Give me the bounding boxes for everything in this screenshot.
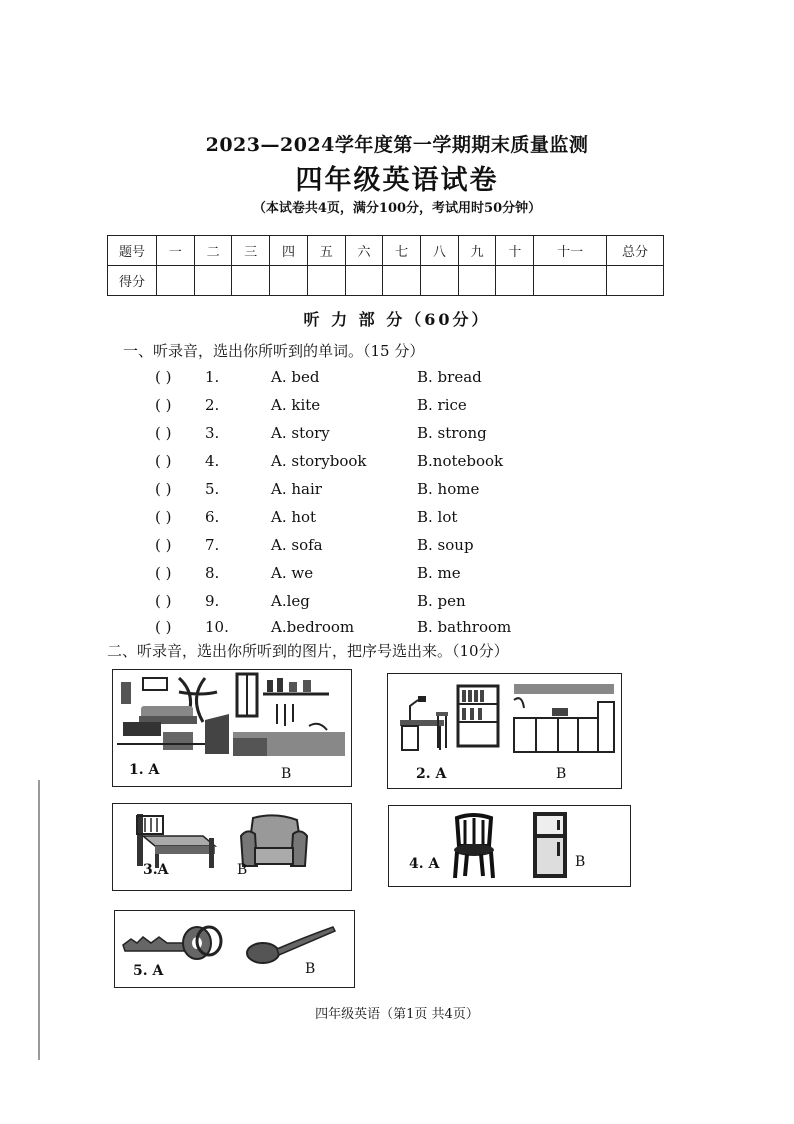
answer-blank[interactable]: ( ) xyxy=(155,480,172,498)
picture-label-b: B xyxy=(575,854,586,870)
item-number: 5. xyxy=(205,480,220,498)
option-a: A. we xyxy=(271,564,314,582)
list-item xyxy=(155,564,555,584)
item-number: 4. xyxy=(205,452,220,470)
option-b: B. rice xyxy=(417,396,467,414)
score-input-cell[interactable] xyxy=(607,266,664,296)
item-number: 3. xyxy=(205,424,220,442)
list-item xyxy=(155,424,555,444)
score-cell: 得分 xyxy=(108,266,157,296)
list-item xyxy=(155,480,555,500)
option-a: A. hair xyxy=(271,480,322,498)
item-number: 2. xyxy=(205,396,220,414)
chair-picture[interactable] xyxy=(451,814,497,880)
score-cell: 总分 xyxy=(607,236,664,266)
kitchen-counter-picture[interactable] xyxy=(512,682,616,758)
exam-instructions: （本试卷共4页，满分100分，考试用时50分钟） xyxy=(252,201,542,216)
score-input-cell[interactable] xyxy=(421,266,459,296)
picture-label-a: 3.A xyxy=(143,862,169,878)
option-b: B. lot xyxy=(417,508,458,526)
option-a: A. storybook xyxy=(271,452,367,470)
exam-title: 四年级英语试卷 xyxy=(295,165,499,196)
score-cell: 六 xyxy=(345,236,383,266)
spoon-picture[interactable] xyxy=(245,923,337,967)
picture-label-a: 2. A xyxy=(416,766,447,782)
score-input-cell[interactable] xyxy=(496,266,534,296)
score-table-header-row xyxy=(108,236,664,266)
picture-box-5 xyxy=(114,910,355,988)
item-number: 6. xyxy=(205,508,220,526)
picture-label-b: B xyxy=(281,766,292,782)
picture-box-3 xyxy=(112,803,352,891)
picture-box-1 xyxy=(112,669,352,787)
option-b: B. home xyxy=(417,480,480,498)
answer-blank[interactable]: ( ) xyxy=(155,424,172,442)
answer-blank[interactable]: ( ) xyxy=(155,508,172,526)
score-cell: 一 xyxy=(157,236,195,266)
score-input-cell[interactable] xyxy=(307,266,345,296)
score-input-cell[interactable] xyxy=(383,266,421,296)
score-input-cell[interactable] xyxy=(232,266,270,296)
option-b: B. me xyxy=(417,564,461,582)
list-item xyxy=(155,508,555,528)
picture-label-b: B xyxy=(305,961,316,977)
option-a: A. sofa xyxy=(271,536,323,554)
answer-blank[interactable]: ( ) xyxy=(155,564,172,582)
score-cell: 五 xyxy=(307,236,345,266)
item-number: 8. xyxy=(205,564,220,582)
answer-blank[interactable]: ( ) xyxy=(155,368,172,386)
option-b: B. bathroom xyxy=(417,618,512,636)
picture-label-a: 5. A xyxy=(133,963,164,979)
picture-box-4 xyxy=(388,805,631,887)
key-picture[interactable] xyxy=(121,919,225,969)
option-b: B. pen xyxy=(417,592,466,610)
score-input-cell[interactable] xyxy=(194,266,232,296)
page-footer: 四年级英语（第1页 共4页） xyxy=(315,1007,479,1022)
list-item xyxy=(155,618,555,638)
option-b: B. bread xyxy=(417,368,482,386)
score-cell: 三 xyxy=(232,236,270,266)
picture-label-a: 1. A xyxy=(129,762,160,778)
score-input-cell[interactable] xyxy=(157,266,195,296)
option-a: A. kite xyxy=(271,396,321,414)
listening-section-title: 听 力 部 分（60分） xyxy=(303,310,491,329)
option-a: A.bedroom xyxy=(271,618,355,636)
score-cell: 二 xyxy=(194,236,232,266)
answer-blank[interactable]: ( ) xyxy=(155,396,172,414)
score-cell: 七 xyxy=(383,236,421,266)
answer-blank[interactable]: ( ) xyxy=(155,618,172,636)
score-table-score-row xyxy=(108,266,664,296)
score-cell: 八 xyxy=(421,236,459,266)
score-table xyxy=(107,235,664,296)
picture-label-a: 4. A xyxy=(409,856,440,872)
score-cell: 四 xyxy=(270,236,308,266)
score-input-cell[interactable] xyxy=(270,266,308,296)
option-a: A. hot xyxy=(271,508,317,526)
list-item xyxy=(155,536,555,556)
option-b: B. strong xyxy=(417,424,487,442)
fridge-picture[interactable] xyxy=(531,810,569,880)
option-a: A. story xyxy=(271,424,330,442)
score-cell: 十 xyxy=(496,236,534,266)
option-a: A.leg xyxy=(271,592,310,610)
list-item xyxy=(155,368,555,388)
answer-blank[interactable]: ( ) xyxy=(155,592,172,610)
item-number: 1. xyxy=(205,368,220,386)
item-number: 10. xyxy=(205,618,229,636)
picture-label-b: B xyxy=(556,766,567,782)
score-cell: 题号 xyxy=(108,236,157,266)
answer-blank[interactable]: ( ) xyxy=(155,452,172,470)
armchair-picture[interactable] xyxy=(239,814,309,870)
kitchen-picture[interactable] xyxy=(233,674,345,756)
item-number: 9. xyxy=(205,592,220,610)
score-cell: 九 xyxy=(458,236,496,266)
option-b: B. soup xyxy=(417,536,474,554)
score-input-cell[interactable] xyxy=(534,266,607,296)
picture-box-2 xyxy=(387,673,622,789)
item-number: 7. xyxy=(205,536,220,554)
option-b: B.notebook xyxy=(417,452,504,470)
answer-blank[interactable]: ( ) xyxy=(155,536,172,554)
score-cell: 十一 xyxy=(534,236,607,266)
living-room-picture[interactable] xyxy=(117,674,229,756)
question-1-heading: 一、听录音，选出你所听到的单词。（15 分） xyxy=(123,342,425,360)
list-item xyxy=(155,452,555,472)
question-2-heading: 二、听录音，选出你所听到的图片，把序号选出来。（10分） xyxy=(107,642,509,660)
study-picture[interactable] xyxy=(396,682,500,758)
list-item xyxy=(155,592,555,612)
picture-label-b: B xyxy=(237,862,248,878)
list-item xyxy=(155,396,555,416)
score-input-cell[interactable] xyxy=(458,266,496,296)
exam-term-title: 2023—2024学年度第一学期期末质量监测 xyxy=(205,134,589,156)
option-a: A. bed xyxy=(271,368,320,386)
score-input-cell[interactable] xyxy=(345,266,383,296)
